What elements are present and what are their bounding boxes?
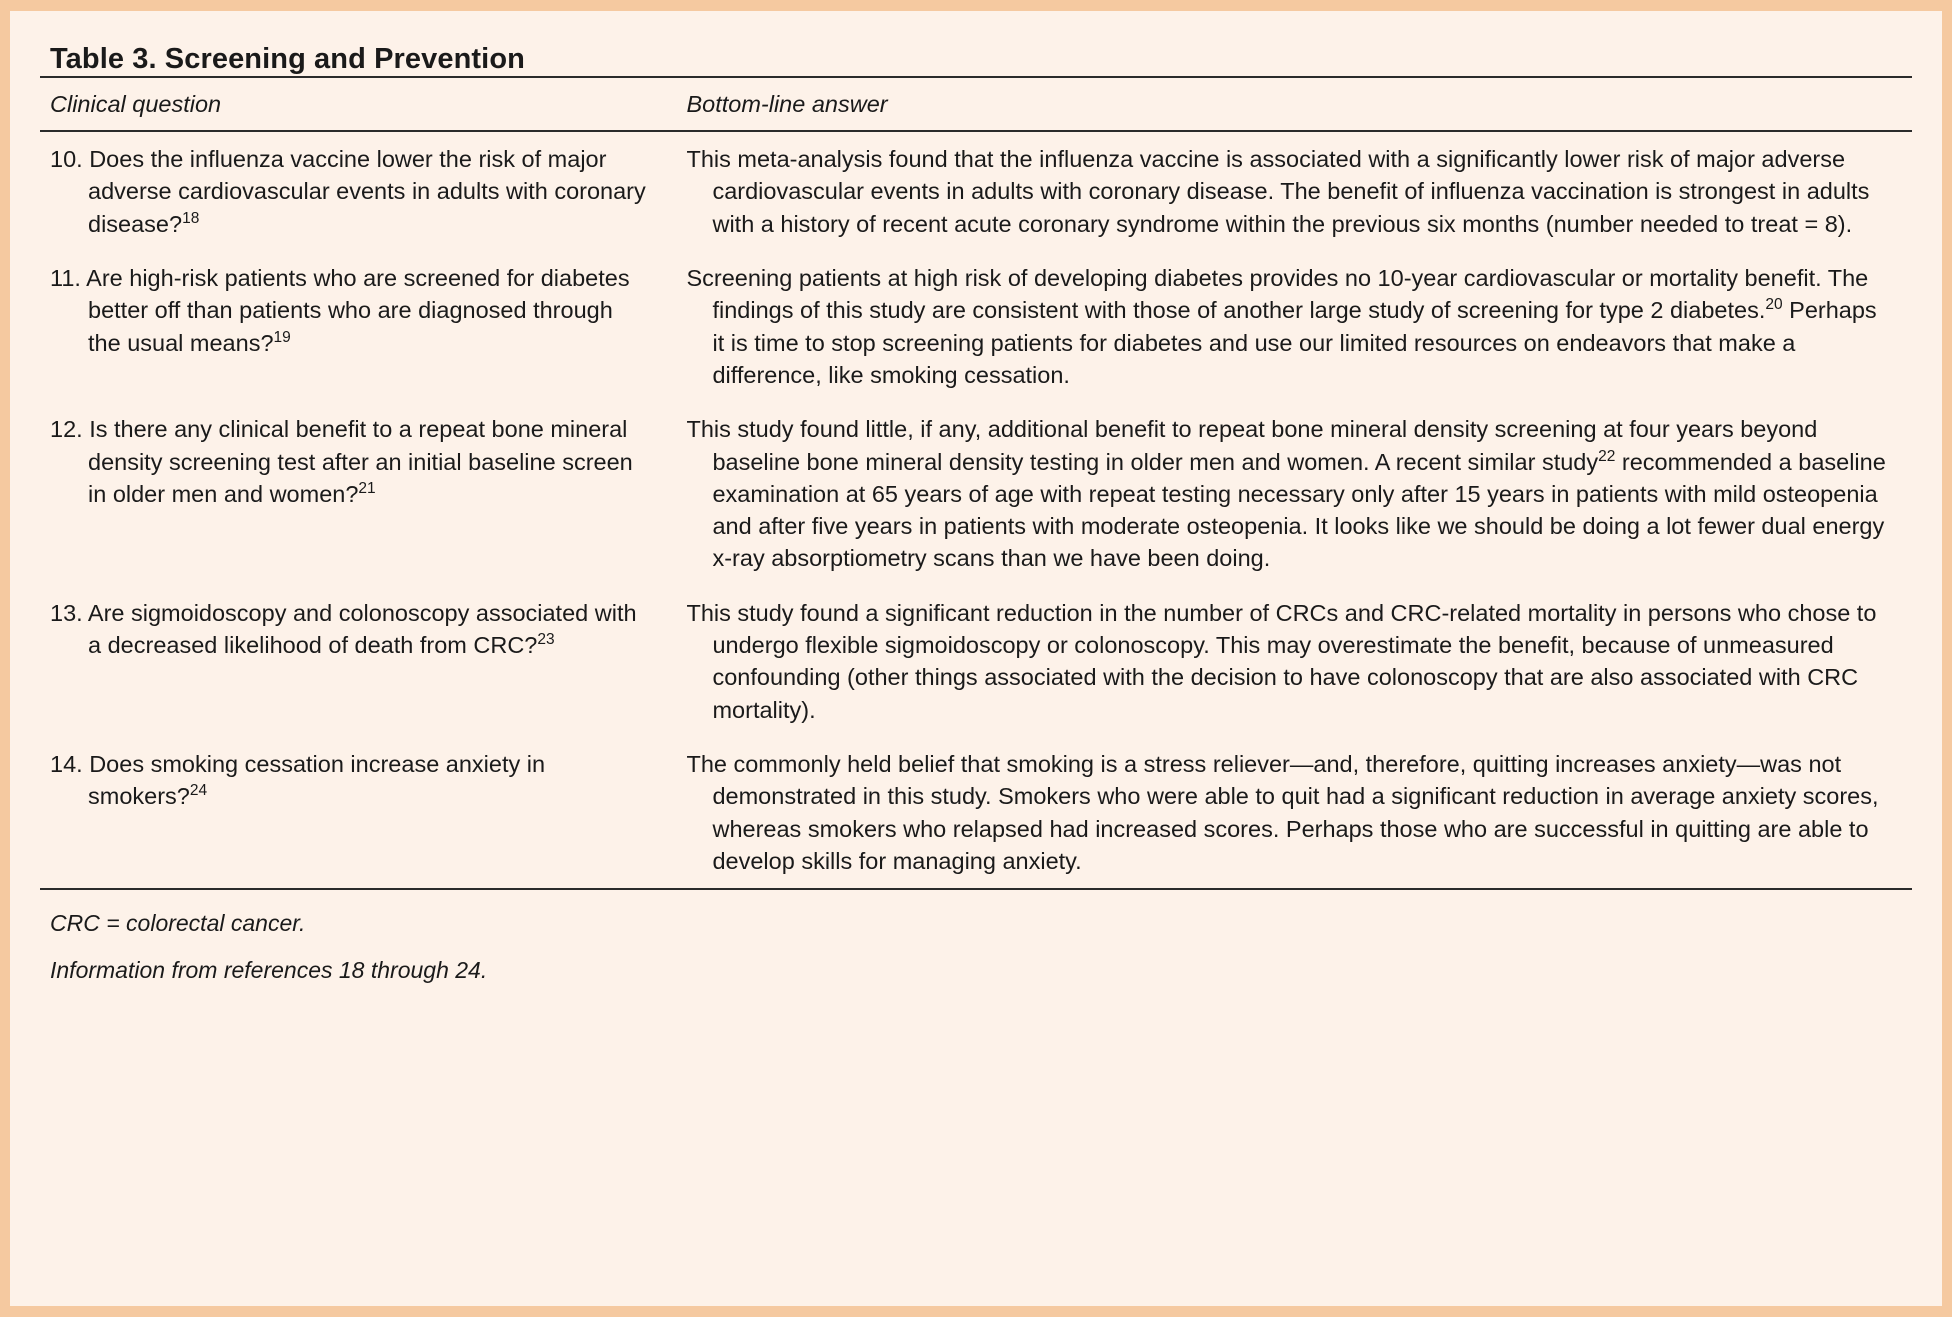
question-number: 11. — [50, 264, 81, 291]
question-number: 14. — [50, 751, 83, 777]
answer-part-2: recommended a baseline examination at 65 years of age with repeat testing necessary only after 15 years in patients with mild osteopenia and after five years in patients with moderate osteopenia. It looks like we should be doing a lot fewer dual energy x-ray absorptiometry scans than we have been doing. — [712, 448, 1886, 572]
question-reference: 18 — [182, 209, 200, 227]
table-container — [10, 11, 1942, 1306]
answer-text: This study found a significant reduction in the number of CRCs and CRC-related mortality in persons who chose to undergo flexible sigmoidoscopy or colonoscopy. This may overestimate the benefit, because of unmeasured confounding (other things associated with the decision to have colonoscopy that are also associated with CRC mortality). — [686, 599, 1877, 723]
table-row — [40, 402, 1912, 586]
answer-reference: 22 — [1598, 447, 1616, 465]
table-row — [40, 737, 1912, 888]
question-body: Are sigmoidoscopy and colonoscopy associated with a decreased likelihood of death from CRC? — [87, 599, 637, 659]
answer-part-1: Screening patients at high risk of developing diabetes provides no 10-year cardiovascular or mortality benefit. The findings of this study are consistent with those of another large study of screening for type 2 diabetes. — [686, 264, 1869, 324]
column-header-bottom-line-answer: Bottom-line answer — [686, 91, 888, 117]
question-cell — [40, 251, 676, 402]
answer-text — [686, 262, 1894, 391]
question-body: Is there any clinical benefit to a repeat bone mineral density screening test after an initial baseline screen in older men and women? — [88, 416, 633, 507]
table-row — [40, 132, 1912, 251]
body-divider — [40, 888, 1912, 890]
question-body: Does the influenza vaccine lower the risk of major adverse cardiovascular events in adults with coronary disease? — [88, 146, 646, 237]
answer-text: The commonly held belief that smoking is a stress reliever—and, therefore, quitting increases anxiety—was not demonstrated in this study. Smokers who were able to quit had a significant reduction in average anxiety scores, whereas smokers who relapsed had increased scores. Perhaps those who are successful in quitting are able to develop skills for managing anxiety. — [686, 751, 1879, 874]
question-reference: 19 — [273, 328, 291, 346]
answer-part-1: This study found little, if any, additional benefit to repeat bone mineral density screening at four years beyond baseline bone mineral density testing in older men and women. A recent similar study — [686, 416, 1818, 475]
question-cell — [40, 737, 676, 888]
answer-cell — [676, 402, 1912, 586]
question-text — [50, 143, 650, 240]
question-cell — [40, 586, 676, 737]
screening-prevention-table — [40, 78, 1912, 130]
answer-text: This meta-analysis found that the influenza vaccine is associated with a significantly lower risk of major adverse cardiovascular events in adults with coronary disease. The benefit of influenza vaccination is strongest in adults with a history of recent acute coronary syndrome within the previous six months (number needed to treat = 8). — [686, 146, 1870, 237]
answer-reference: 20 — [1765, 296, 1783, 314]
question-reference: 24 — [189, 782, 208, 800]
answer-part-2: Perhaps it is time to stop screening patients for diabetes and use our limited resources on endeavors that make a difference, like smoking cessation. — [712, 297, 1877, 388]
question-text — [50, 262, 650, 359]
table-header — [40, 78, 1912, 130]
question-text — [50, 597, 650, 662]
question-reference: 21 — [358, 479, 376, 497]
table-title: Table 3. Screening and Prevention — [50, 43, 525, 75]
question-number: 10. — [50, 146, 83, 172]
answer-text — [686, 413, 1894, 575]
footnote-abbreviation: CRC = colorectal cancer. — [50, 910, 306, 937]
answer-cell — [676, 586, 1912, 737]
answer-cell — [676, 251, 1912, 402]
question-cell — [40, 402, 676, 586]
top-border-band — [10, 0, 1942, 11]
answer-cell — [676, 737, 1912, 888]
footnotes — [40, 910, 1912, 984]
question-cell — [40, 132, 676, 251]
table-row — [40, 251, 1912, 402]
question-body: Does smoking cessation increase anxiety in smokers? — [88, 751, 546, 810]
answer-cell — [676, 132, 1912, 251]
footnote-source: Information from references 18 through 24. — [50, 957, 488, 984]
question-number: 12. — [50, 416, 83, 443]
question-text — [50, 413, 650, 510]
bottom-border-band — [10, 1306, 1942, 1317]
question-text — [50, 748, 650, 813]
table-row — [40, 586, 1912, 737]
question-body: Are high-risk patients who are screened for diabetes better off than patients who are diagnosed through the usual means? — [86, 264, 630, 356]
column-header-clinical-question: Clinical question — [50, 91, 222, 117]
question-number: 13. — [50, 599, 83, 626]
screening-prevention-body — [40, 132, 1912, 888]
question-reference: 23 — [537, 631, 555, 649]
header-row — [40, 78, 1912, 130]
